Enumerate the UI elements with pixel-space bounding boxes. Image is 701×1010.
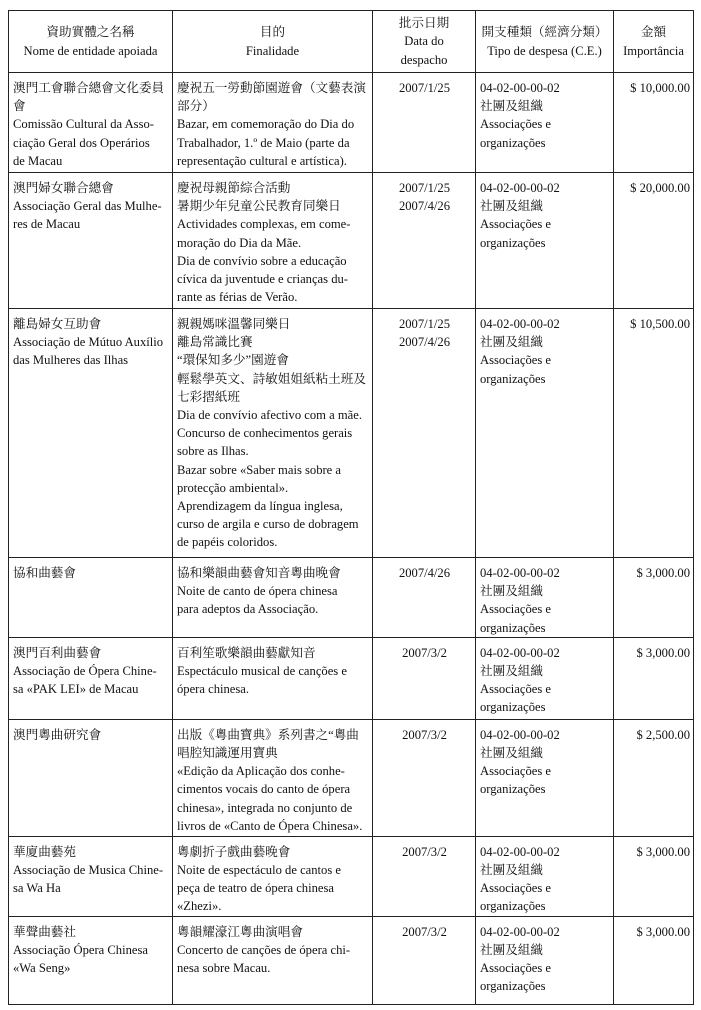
subsidy-table bbox=[8, 10, 694, 1005]
amount-cell: $ 20,000.00 bbox=[614, 173, 694, 309]
type-cell: 04-02-00-00-02 社團及組織 Associações e organizações bbox=[476, 836, 614, 916]
purpose-cell: 慶祝母親節綜合活動 暑期少年兒童公民教育同樂日 Actividades complexas, em come- moração do Dia da Mãe. Dia de convívio sobre a educação cívica da juventude e crianças du- rante as férias de Verão. bbox=[173, 173, 373, 309]
purpose-cell: 粵劇折子戲曲藝晚會 Noite de espectáculo de cantos e peça de teatro de ópera chinesa «Zhezi». bbox=[173, 836, 373, 916]
purpose-cell: 百利笙歌樂韻曲藝獻知音 Espectáculo musical de canções e ópera chinesa. bbox=[173, 637, 373, 719]
header-purpose: 目的 Finalidade bbox=[173, 11, 373, 73]
entity-cell: 協和曲藝會 bbox=[9, 558, 173, 638]
purpose-cell: 粵韻耀濠江粵曲演唱會 Concerto de canções de ópera chi- nesa sobre Macau. bbox=[173, 916, 373, 1004]
purpose-cell: 出版《粵曲寶典》系列書之“粵曲 唱腔知識運用寶典 «Edição da Aplicação dos conhe- cimentos vocais do canto de ópera chinesa», integrada no conjunto de livros de «Canto de Ópera Chinesa». bbox=[173, 719, 373, 836]
type-cell: 04-02-00-00-02 社團及組織 Associações e organizações bbox=[476, 558, 614, 638]
date-cell: 2007/3/2 bbox=[373, 916, 476, 1004]
date-cell: 2007/4/26 bbox=[373, 558, 476, 638]
header-entity: 資助實體之名稱 Nome de entidade apoiada bbox=[9, 11, 173, 73]
amount-cell: $ 10,500.00 bbox=[614, 309, 694, 558]
table-header-row bbox=[9, 11, 694, 73]
date-cell: 2007/3/2 bbox=[373, 719, 476, 836]
table-row bbox=[9, 309, 694, 558]
amount-cell: $ 10,000.00 bbox=[614, 73, 694, 173]
entity-cell: 華聲曲藝社 Associação Ópera Chinesa «Wa Seng» bbox=[9, 916, 173, 1004]
date-cell: 2007/3/2 bbox=[373, 637, 476, 719]
amount-cell: $ 3,000.00 bbox=[614, 637, 694, 719]
purpose-cell: 慶祝五一勞動節園遊會（文藝表演 部分） Bazar, em comemoração do Dia do Trabalhador, 1.º de Maio (parte da representação cultural e artística). bbox=[173, 73, 373, 173]
amount-cell: $ 3,000.00 bbox=[614, 836, 694, 916]
type-cell: 04-02-00-00-02 社團及組織 Associações e organizações bbox=[476, 719, 614, 836]
purpose-cell: 協和樂韻曲藝會知音粵曲晚會 Noite de canto de ópera chinesa para adeptos da Associação. bbox=[173, 558, 373, 638]
table-row bbox=[9, 637, 694, 719]
type-cell: 04-02-00-00-02 社團及組織 Associações e organizações bbox=[476, 637, 614, 719]
type-cell: 04-02-00-00-02 社團及組織 Associações e organizações bbox=[476, 309, 614, 558]
table-row bbox=[9, 836, 694, 916]
entity-cell: 離島婦女互助會 Associação de Mútuo Auxílio das Mulheres das Ilhas bbox=[9, 309, 173, 558]
header-type: 開支種類（經濟分類） Tipo de despesa (C.E.) bbox=[476, 11, 614, 73]
purpose-cell: 親親媽咪溫馨同樂日 離島常識比賽 “環保知多少”園遊會 輕鬆學英文、詩敏姐姐紙粘土班及 七彩摺紙班 Dia de convívio afectivo com a mãe. Concurso de conhecimentos gerais sobre as Ilhas. Bazar sobre «Saber mais sobre a protecção ambiental». Aprendizagem da língua inglesa, curso de argila e curso de dobragem de papéis coloridos. bbox=[173, 309, 373, 558]
date-cell: 2007/1/25 2007/4/26 bbox=[373, 309, 476, 558]
amount-cell: $ 3,000.00 bbox=[614, 916, 694, 1004]
date-cell: 2007/1/25 2007/4/26 bbox=[373, 173, 476, 309]
date-cell: 2007/3/2 bbox=[373, 836, 476, 916]
table-row bbox=[9, 173, 694, 309]
table-row bbox=[9, 916, 694, 1004]
entity-cell: 華廈曲藝苑 Associação de Musica Chine- sa Wa Ha bbox=[9, 836, 173, 916]
type-cell: 04-02-00-00-02 社團及組織 Associações e organizações bbox=[476, 173, 614, 309]
entity-cell: 澳門粵曲研究會 bbox=[9, 719, 173, 836]
header-amount: 金額 Importância bbox=[614, 11, 694, 73]
table-row bbox=[9, 73, 694, 173]
amount-cell: $ 2,500.00 bbox=[614, 719, 694, 836]
header-date: 批示日期 Data do despacho bbox=[373, 11, 476, 73]
table-row bbox=[9, 719, 694, 836]
amount-cell: $ 3,000.00 bbox=[614, 558, 694, 638]
entity-cell: 澳門百利曲藝會 Associação de Ópera Chine- sa «PAK LEI» de Macau bbox=[9, 637, 173, 719]
entity-cell: 澳門工會聯合總會文化委員 會 Comissão Cultural da Asso- ciação Geral dos Operários de Macau bbox=[9, 73, 173, 173]
type-cell: 04-02-00-00-02 社團及組織 Associações e organizações bbox=[476, 73, 614, 173]
date-cell: 2007/1/25 bbox=[373, 73, 476, 173]
type-cell: 04-02-00-00-02 社團及組織 Associações e organizações bbox=[476, 916, 614, 1004]
table-row bbox=[9, 558, 694, 638]
entity-cell: 澳門婦女聯合總會 Associação Geral das Mulhe- res de Macau bbox=[9, 173, 173, 309]
